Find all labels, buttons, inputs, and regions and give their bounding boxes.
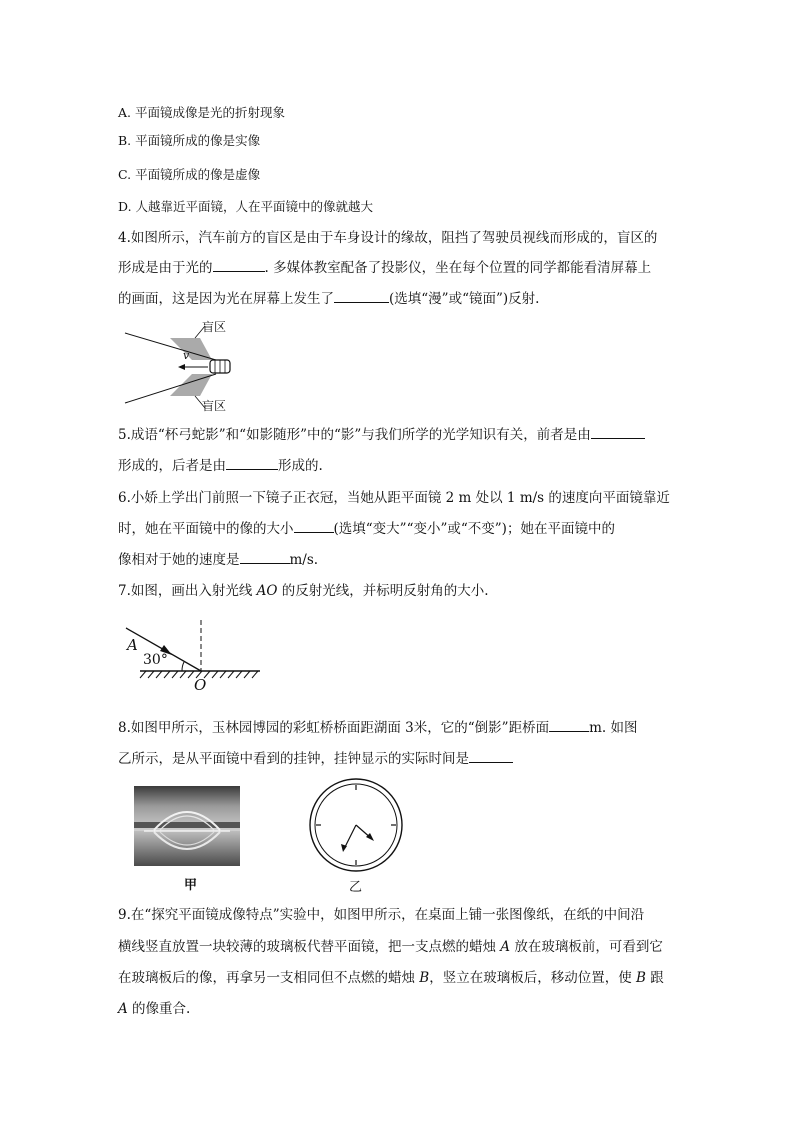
caption-yi: 乙 (349, 880, 363, 895)
q9-text-2a: 横线竖直放置一块较薄的玻璃板代替平面镜，把一支点燃的蜡烛 (118, 939, 501, 955)
q4-blank-1 (213, 258, 265, 272)
q9-line-1: 9.在“探究平面镜成像特点”实验中，如图甲所示，在桌面上铺一张图像纸，在纸的中间沿 (118, 907, 645, 923)
q9-candle-a: A (500, 939, 511, 955)
point-a-label: A (127, 636, 138, 654)
q8-line-2 (118, 749, 513, 769)
q9-line-2 (118, 937, 663, 957)
q4-text-3b: (选填“漫”或“镜面”)反射. (389, 291, 540, 307)
q6-line-2 (118, 519, 615, 539)
q9-line-4 (118, 999, 190, 1019)
caption-jia: 甲 (184, 878, 198, 893)
q7-text-pre: 7.如图，画出入射光线 (118, 583, 257, 599)
q9-candle-b-2: B (636, 970, 646, 986)
q9-text-3b: ，竖立在玻璃板后，移动位置，使 (429, 970, 637, 986)
q6-blank-1 (294, 519, 334, 533)
q6-text-3a: 像相对于她的速度是 (118, 552, 240, 568)
q5-line-2 (118, 456, 323, 476)
q9-candle-b: B (419, 970, 430, 986)
point-o-label: O (194, 676, 207, 694)
q4-line-3 (118, 289, 539, 309)
q5-text-1a: 5.成语“杯弓蛇影”和“如影随形”中的“影”与我们所学的光学知识有关，前者是由 (118, 427, 591, 443)
q8-blank-2 (469, 749, 513, 763)
q9-line-3 (118, 968, 664, 988)
q9-text-4b: 的像重合. (127, 1001, 191, 1017)
q8-text-1b: m. 如图 (589, 720, 638, 736)
q6-text-3b: m/s. (289, 552, 319, 568)
q5-text-2a: 形成的，后者是由 (118, 458, 226, 474)
q7-ao: AO (256, 583, 278, 599)
q5-blank-1 (591, 425, 645, 439)
q6-text-2a: 时，她在平面镜中的像的大小 (118, 521, 294, 537)
q4-blank-2 (334, 289, 389, 303)
q8-blank-1 (549, 718, 589, 732)
blind-spot-label-top: 盲区 (202, 320, 227, 334)
blind-spot-label-bottom: 盲区 (202, 399, 227, 413)
angle-arc (182, 662, 184, 671)
option-d: D. 人越靠近平面镜，人在平面镜中的像就越大 (118, 199, 374, 214)
q5-line-1 (118, 425, 645, 445)
option-b: B. 平面镜所成的像是实像 (118, 133, 261, 148)
option-c: C. 平面镜所成的像是虚像 (118, 167, 261, 182)
q8-text-2a: 乙所示，是从平面镜中看到的挂钟，挂钟显示的实际时间是 (118, 751, 469, 767)
q8-line-1 (118, 718, 637, 738)
q4-text-2b: . 多媒体教室配备了投影仪，坐在每个位置的同学都能看清屏幕上 (264, 260, 652, 276)
angle-label: 30° (143, 652, 168, 668)
q4-line-2 (118, 258, 651, 278)
q5-blank-2 (226, 456, 278, 470)
q4-line-1: 4.如图所示，汽车前方的盲区是由于车身设计的缘故，阻挡了驾驶员视线而形成的，盲区的 (118, 230, 658, 246)
q6-line-1: 6.小娇上学出门前照一下镜子正衣冠，当她从距平面镜 2 m 处以 1 m/s 的速度向平面镜靠近 (118, 490, 670, 506)
bridge-photo (134, 786, 240, 866)
q7-text-post: 的反射光线，并标明反射角的大小. (277, 583, 489, 599)
q6-text-2b: (选填“变大”“变小”或“不变”)；她在平面镜中的 (333, 521, 615, 537)
option-a: A. 平面镜成像是光的折射现象 (118, 105, 285, 120)
q6-line-3 (118, 550, 318, 570)
q7-line (118, 581, 489, 601)
q8-text-1a: 8.如图甲所示，玉林园博园的彩虹桥桥面距湖面 3米，它的“倒影”距桥面 (118, 720, 550, 736)
q9-text-3c: 跟 (645, 970, 664, 986)
q9-candle-a-2: A (118, 1001, 128, 1017)
q9-text-2b: 放在玻璃板前，可看到它 (510, 939, 663, 955)
mirror-clock (308, 777, 404, 873)
q6-blank-2 (240, 550, 290, 564)
q5-text-2b: 形成的. (278, 458, 323, 474)
q4-text-2a: 形成是由于光的 (118, 260, 213, 276)
car-blind-spot-figure (120, 318, 250, 418)
q9-text-3a: 在玻璃板后的像，再拿另一支相同但不点燃的蜡烛 (118, 970, 420, 986)
velocity-label: v (183, 349, 190, 362)
q4-text-3a: 的画面，这是因为光在屏幕上发生了 (118, 291, 334, 307)
